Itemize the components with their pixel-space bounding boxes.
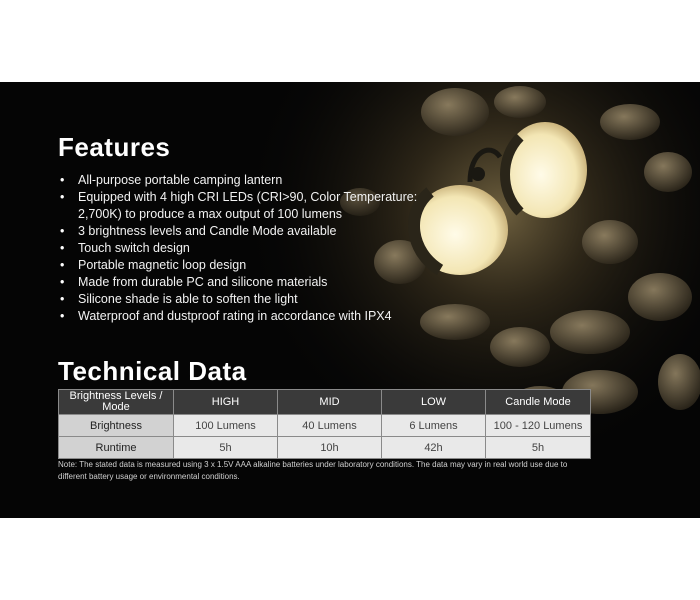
table-row (59, 415, 591, 437)
table-header-row (59, 390, 591, 415)
technical-data-table (58, 389, 591, 459)
features-title: Features (58, 132, 171, 162)
feature-item: • Made from durable PC and silicone materials (58, 274, 438, 291)
table-cell: 5h (174, 437, 278, 459)
measurement-note: Note: The stated data is measured using 3 x 1.5V AAA alkaline batteries under laboratory conditions. The data may vary in real world use due to different battery usage or environmental conditions. (58, 460, 568, 481)
technical-data-title: Technical Data (58, 356, 247, 386)
row-header: Runtime (59, 437, 174, 459)
features-list (58, 172, 438, 325)
column-header: LOW (382, 390, 486, 415)
banner-content (0, 82, 700, 518)
column-header: Candle Mode (486, 390, 591, 415)
table-cell: 100 - 120 Lumens (486, 415, 591, 437)
column-header: Brightness Levels / Mode (59, 390, 174, 415)
table-cell: 5h (486, 437, 591, 459)
table-cell: 10h (278, 437, 382, 459)
feature-item: • Silicone shade is able to soften the light (58, 291, 438, 308)
table-cell: 100 Lumens (174, 415, 278, 437)
feature-item: • Waterproof and dustproof rating in accordance with IPX4 (58, 308, 438, 325)
feature-item: • All-purpose portable camping lantern (58, 172, 438, 189)
column-header: HIGH (174, 390, 278, 415)
feature-item: • Equipped with 4 high CRI LEDs (CRI>90, Color Temperature: 2,700K) to produce a max output of 100 lumens (58, 189, 438, 223)
column-header: MID (278, 390, 382, 415)
feature-item: • 3 brightness levels and Candle Mode available (58, 223, 438, 240)
product-banner (0, 82, 700, 518)
table-row (59, 437, 591, 459)
table-cell: 6 Lumens (382, 415, 486, 437)
feature-item: • Portable magnetic loop design (58, 257, 438, 274)
feature-item: • Touch switch design (58, 240, 438, 257)
table-cell: 42h (382, 437, 486, 459)
row-header: Brightness (59, 415, 174, 437)
table-cell: 40 Lumens (278, 415, 382, 437)
